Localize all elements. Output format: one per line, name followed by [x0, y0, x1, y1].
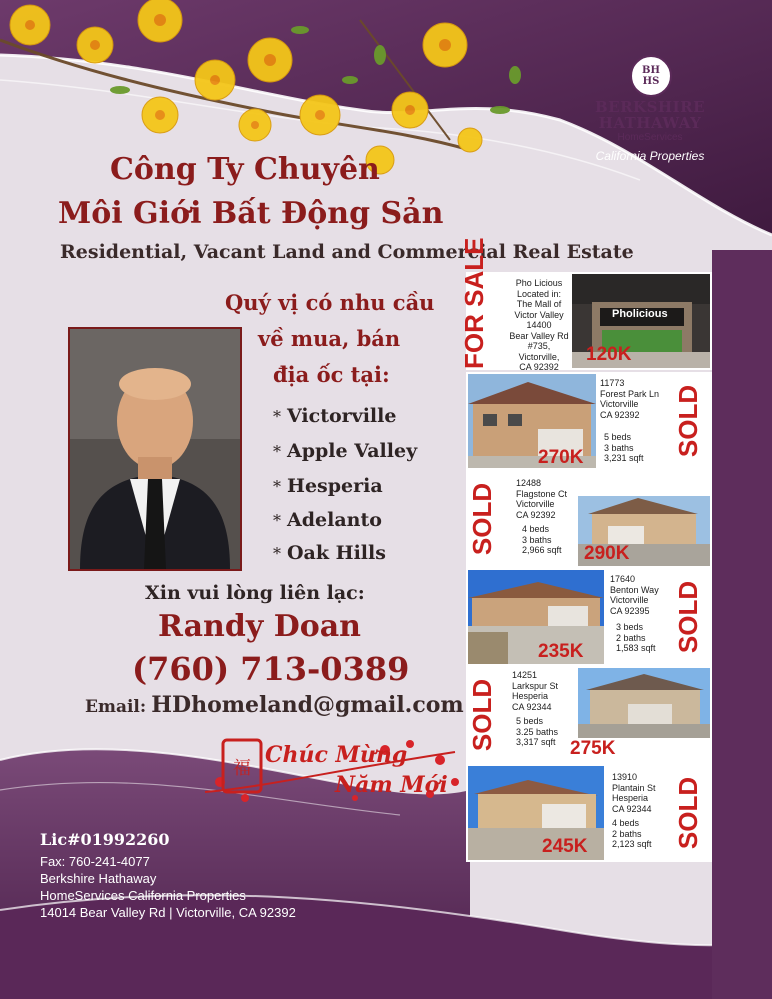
listing-status: SOLD: [673, 580, 703, 654]
brand-logo: [585, 55, 715, 165]
brand-name-line1: BERKSHIRE: [594, 98, 706, 116]
listing-price: 275K: [570, 738, 616, 759]
listing-address: 13910 Plantain St Hesperia CA 92344: [612, 772, 656, 814]
listing-details: 3 beds 2 baths 1,583 sqft: [616, 622, 656, 653]
ask-line2: về mua, bán: [258, 326, 401, 351]
listing-card[interactable]: [459, 237, 712, 372]
listing-price: 290K: [584, 543, 630, 564]
listing-status: SOLD: [673, 776, 703, 850]
listing-address: 11773 Forest Park Ln Victorville CA 92392: [600, 378, 660, 420]
agent-photo: [68, 327, 242, 571]
brand-name-line2: HATHAWAY: [598, 114, 702, 132]
listing-details: 4 beds 3 baths 2,966 sqft: [522, 524, 562, 555]
new-year-greeting: [205, 732, 465, 812]
listing-details: 5 beds 3 baths 3,231 sqft: [604, 432, 644, 463]
contact-label: Xin vui lòng liên lạc:: [145, 582, 365, 604]
headline-line2: Môi Giới Bất Động Sản: [58, 196, 444, 231]
greeting-line1: Chúc Mừng: [265, 742, 408, 768]
agent-email[interactable]: HDhomeland@gmail.com: [151, 692, 464, 718]
listing-address: 17640 Benton Way Victorville CA 92395: [610, 574, 659, 616]
listing-photo: [578, 668, 710, 738]
listing-address: 14251 Larkspur St Hesperia CA 92344: [512, 670, 559, 712]
city-list-item: * Victorville: [273, 405, 397, 427]
listing-status: SOLD: [467, 482, 497, 556]
bhhs-seal-icon: BH HS: [630, 55, 672, 97]
listing-card[interactable]: [466, 568, 712, 666]
email-label: Email:: [85, 697, 147, 717]
license-number: Lic#01992260: [40, 830, 170, 849]
listing-card[interactable]: [466, 764, 712, 862]
listing-price: 235K: [538, 641, 584, 662]
listing-price: 245K: [542, 836, 588, 857]
ask-line1: Quý vị có nhu cầu: [225, 290, 435, 315]
listing-address: 12488 Flagstone Ct Victorville CA 92392: [516, 478, 568, 520]
brand-region: California Properties: [595, 149, 705, 163]
listing-price: 270K: [538, 447, 584, 468]
greeting-line2: Năm Mới: [335, 772, 448, 798]
store-sign: Pholicious: [612, 308, 668, 320]
listing-address: Pho Licious Located in: The Mall of Victor Valley 14400 Bear Valley Rd #735, Victorville, CA 92392: [509, 278, 569, 372]
listing-price: 120K: [586, 344, 632, 365]
listing-status: SOLD: [467, 678, 497, 752]
listing-card[interactable]: [466, 666, 712, 764]
ask-line3: địa ốc tại:: [273, 362, 390, 387]
footer: [40, 830, 400, 921]
city-list-item: * Oak Hills: [273, 542, 386, 564]
listing-details: 5 beds 3.25 baths 3,317 sqft: [516, 716, 559, 747]
email-row: [85, 692, 464, 718]
agent-name: Randy Doan: [158, 609, 361, 644]
listing-photo: [468, 570, 604, 664]
listing-card[interactable]: [466, 372, 712, 470]
listing-details: 4 beds 2 baths 2,123 sqft: [612, 818, 652, 849]
listing-status: SOLD: [673, 384, 703, 458]
fax-line: Fax: 760-241-4077: [40, 854, 150, 869]
headline-line1: Công Ty Chuyên: [110, 152, 380, 187]
agent-phone[interactable]: (760) 713-0389: [132, 650, 410, 688]
company-line1: Berkshire Hathaway: [40, 871, 157, 886]
office-address: 14014 Bear Valley Rd | Victorville, CA 92392: [40, 905, 296, 920]
city-list-item: * Hesperia: [273, 475, 383, 497]
brand-sub: HomeServices: [617, 132, 683, 143]
city-list-item: * Apple Valley: [273, 440, 418, 462]
city-list-item: * Adelanto: [273, 509, 382, 531]
tagline: Residential, Vacant Land and Commercial Real Estate: [60, 241, 634, 263]
svg-text:福: 福: [233, 758, 251, 779]
company-line2: HomeServices California Properties: [40, 888, 246, 903]
listing-card[interactable]: [466, 470, 712, 568]
listing-status: FOR SALE: [459, 237, 489, 369]
